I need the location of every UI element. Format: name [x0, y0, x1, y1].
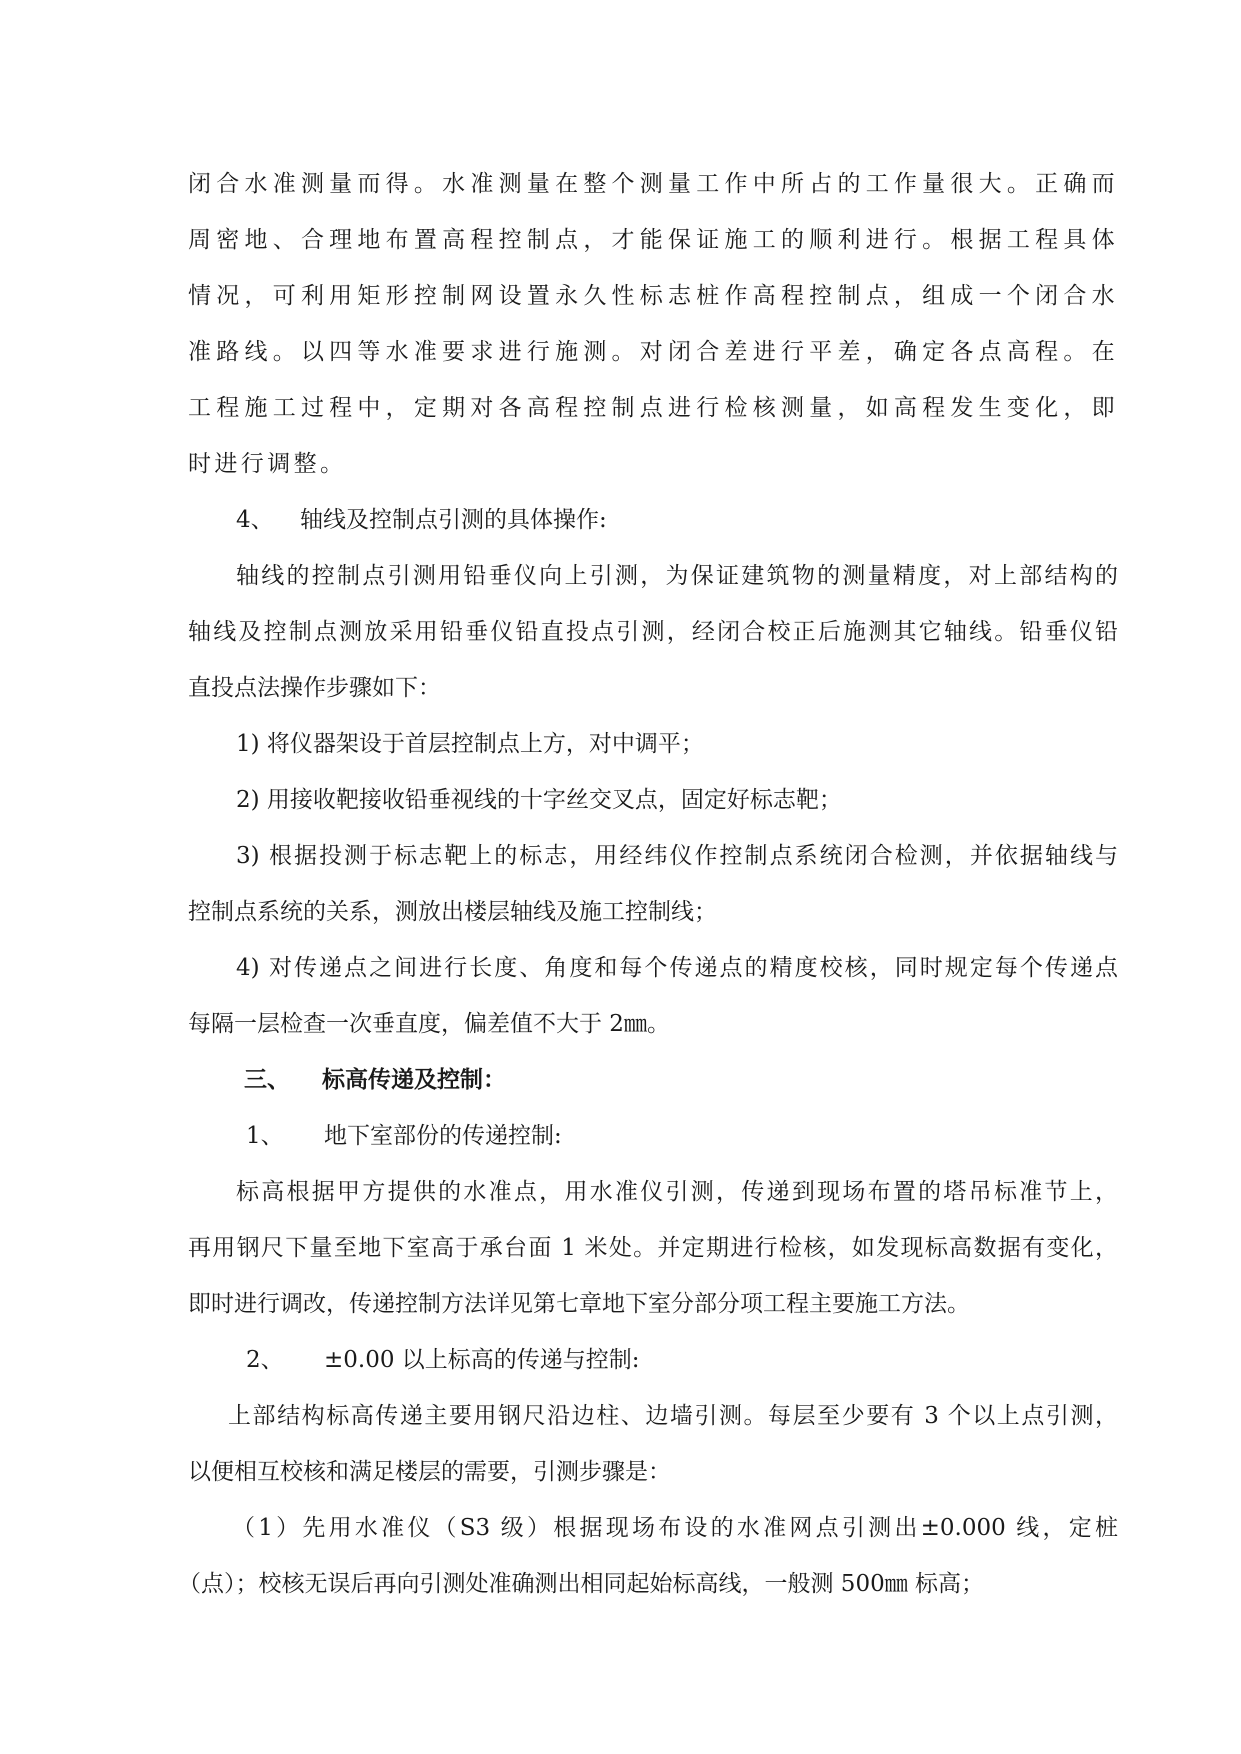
subsection-heading-2 — [188, 1332, 1118, 1388]
step-item: 4) 对传递点之间进行长度、角度和每个传递点的精度校核，同时规定每个传递点 — [236, 955, 1118, 981]
paragraph-line: 工程施工过程中，定期对各高程控制点进行检核测量，如高程发生变化，即 — [188, 395, 1118, 421]
section-number: 三、 — [244, 1067, 290, 1093]
paragraph-line: 以便相互校核和满足楼层的需要，引测步骤是： — [188, 1459, 671, 1485]
section-heading-3 — [188, 1052, 1118, 1108]
paragraph-line: 每隔一层检查一次垂直度，偏差值不大于 2㎜。 — [188, 1011, 670, 1037]
subsection-number: 4、 — [236, 507, 274, 533]
subsection-heading-1 — [188, 1108, 1118, 1164]
subsection-title: ±0.00 以上标高的传递与控制: — [324, 1347, 640, 1373]
paragraph-line: （点）；校核无误后再向引测处准确测出相同起始标高线，一般测 500㎜ 标高； — [178, 1571, 985, 1597]
paragraph-line: 周密地、合理地布置高程控制点，才能保证施工的顺利进行。根据工程具体 — [188, 227, 1118, 253]
subsection-title: 轴线及控制点引测的具体操作: — [300, 507, 607, 533]
paragraph-line: 上部结构标高传递主要用钢尺沿边柱、边墙引测。每层至少要有 3 个以上点引测， — [228, 1403, 1118, 1429]
paragraph-line: 情况，可利用矩形控制网设置永久性标志桩作高程控制点，组成一个闭合水 — [188, 283, 1118, 309]
paragraph-line: 时进行调整。 — [188, 451, 347, 477]
paragraph-line: 轴线及控制点测放采用铅垂仪铅直投点引测，经闭合校正后施测其它轴线。铅垂仪铅 — [188, 619, 1118, 645]
subsection-heading-4 — [188, 492, 1118, 548]
paragraph-line: 再用钢尺下量至地下室高于承台面 1 米处。并定期进行检核，如发现标高数据有变化， — [188, 1235, 1118, 1261]
subsection-number: 2、 — [246, 1347, 284, 1373]
subsection-number: 1、 — [246, 1123, 284, 1149]
paragraph-line: 准路线。以四等水准要求进行施测。对闭合差进行平差，确定各点高程。在 — [188, 339, 1118, 365]
paragraph-line: 标高根据甲方提供的水准点，用水准仪引测，传递到现场布置的塔吊标准节上， — [236, 1179, 1118, 1205]
step-item: 3) 根据投测于标志靶上的标志，用经纬仪作控制点系统闭合检测，并依据轴线与 — [236, 843, 1118, 869]
paragraph-line: 控制点系统的关系，测放出楼层轴线及施工控制线； — [188, 899, 717, 925]
section-title: 标高传递及控制： — [322, 1067, 506, 1093]
paragraph-line: 直投点法操作步骤如下： — [188, 675, 441, 701]
paragraph-line: 即时进行调改，传递控制方法详见第七章地下室分部分项工程主要施工方法。 — [188, 1291, 970, 1317]
step-item: 1) 将仪器架设于首层控制点上方，对中调平； — [236, 731, 704, 757]
subsection-title: 地下室部份的传递控制: — [324, 1123, 562, 1149]
step-item: （1）先用水准仪（S3 级）根据现场布设的水准网点引测出±0.000 线，定桩 — [232, 1515, 1118, 1541]
paragraph-line: 闭合水准测量而得。水准测量在整个测量工作中所占的工作量很大。正确而 — [188, 171, 1118, 197]
step-item: 2) 用接收靶接收铅垂视线的十字丝交叉点，固定好标志靶； — [236, 787, 842, 813]
paragraph-line: 轴线的控制点引测用铅垂仪向上引测，为保证建筑物的测量精度，对上部结构的 — [236, 563, 1118, 589]
document-body — [178, 156, 1118, 1612]
